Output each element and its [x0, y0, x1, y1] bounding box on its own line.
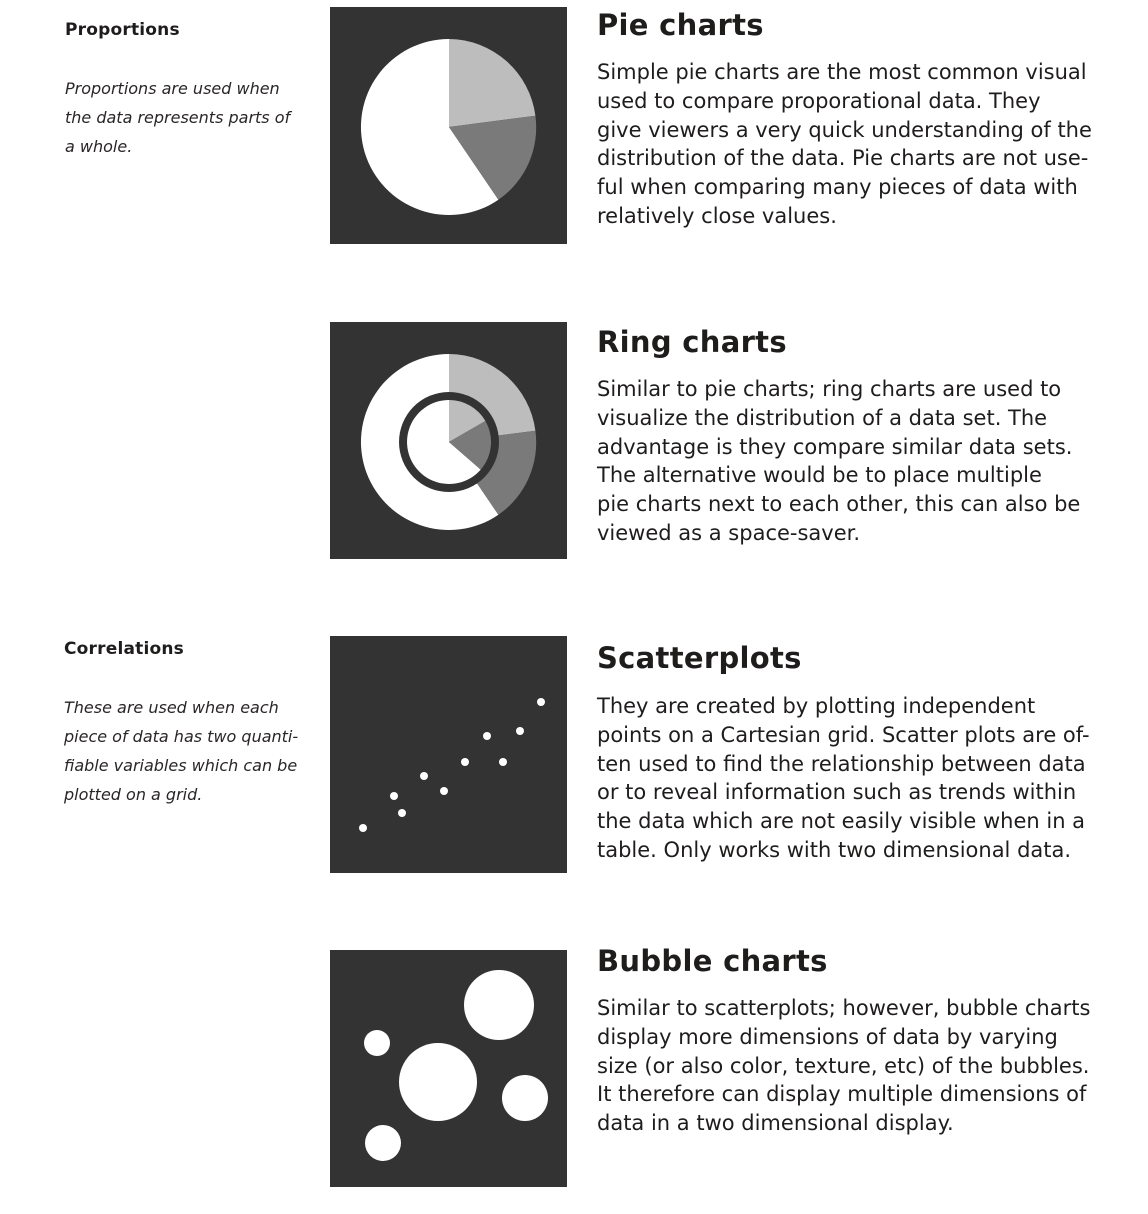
pie-chart-illustration	[330, 7, 567, 244]
pie-slice-light-gray	[449, 39, 535, 127]
body-line: the data which are not easily visible when in a	[597, 809, 1086, 834]
body-line: viewed as a space-saver.	[597, 520, 861, 545]
ring-charts-title: Ring charts	[597, 325, 787, 359]
scatter-point	[440, 787, 448, 795]
scatter-point	[516, 727, 524, 735]
description-line: Proportions are used when	[65, 79, 280, 98]
scatter-point	[483, 732, 491, 740]
bubble	[502, 1075, 548, 1121]
scatter-point	[420, 772, 428, 780]
body-line: The alternative would be to place multiple	[597, 463, 1042, 488]
pie-charts-title: Pie charts	[597, 8, 764, 42]
description-line: These are used when each	[64, 698, 279, 717]
body-line: pie charts next to each other, this can also be	[597, 492, 1081, 517]
scatterplots-title: Scatterplots	[597, 641, 802, 675]
bubble-charts-description	[597, 994, 1117, 1138]
pie-chart-graphic	[330, 7, 567, 244]
description-line: the data represents parts of	[65, 108, 291, 127]
bubble	[464, 970, 534, 1040]
bubble	[365, 1125, 401, 1161]
section-description-correlations	[64, 693, 298, 809]
scatter-point	[537, 698, 545, 706]
scatterplot-illustration	[330, 636, 567, 873]
ring-charts-description	[597, 375, 1117, 548]
body-line: used to compare proporational data. They	[597, 88, 1041, 113]
body-line: advantage is they compare similar data sets.	[597, 434, 1073, 459]
scatter-point	[390, 792, 398, 800]
scatterplot-graphic	[330, 636, 567, 873]
body-line: give viewers a very quick understanding of the	[597, 117, 1092, 142]
body-line: table. Only works with two dimensional data.	[597, 837, 1072, 862]
bubble	[364, 1030, 390, 1056]
body-line: Simple pie charts are the most common visual	[597, 60, 1087, 84]
section-heading-proportions: Proportions	[65, 20, 180, 40]
description-line: a whole.	[65, 137, 133, 156]
section-description-proportions	[65, 74, 290, 161]
ring-chart-illustration	[330, 322, 567, 559]
body-line: It therefore can display multiple dimensions of	[597, 1082, 1087, 1107]
body-line: Similar to scatterplots; however, bubble charts	[597, 996, 1091, 1020]
ring-chart-graphic	[330, 322, 567, 559]
body-line: display more dimensions of data by varying	[597, 1024, 1058, 1049]
body-line: points on a Cartesian grid. Scatter plots are of-	[597, 722, 1090, 747]
bubble-chart-illustration	[330, 950, 567, 1187]
body-line: ful when comparing many pieces of data with	[597, 175, 1078, 200]
body-line: Similar to pie charts; ring charts are used to	[597, 377, 1062, 401]
bubble	[399, 1043, 477, 1121]
bubble-chart-graphic	[330, 950, 567, 1187]
body-line: They are created by plotting independent	[597, 694, 1036, 718]
body-line: size (or also color, texture, etc) of the bubbles.	[597, 1053, 1090, 1078]
scatter-point	[461, 758, 469, 766]
description-line: fiable variables which can be	[64, 756, 298, 775]
section-heading-correlations: Correlations	[64, 639, 185, 659]
body-line: or to reveal information such as trends within	[597, 780, 1077, 805]
description-line: piece of data has two quanti-	[64, 727, 299, 746]
scatter-point	[499, 758, 507, 766]
scatter-point	[359, 824, 367, 832]
body-line: relatively close values.	[597, 203, 837, 228]
description-line: plotted on a grid.	[64, 785, 203, 804]
body-line: visualize the distribution of a data set. The	[597, 405, 1048, 430]
scatter-point	[398, 809, 406, 817]
bubble-charts-title: Bubble charts	[597, 944, 828, 978]
body-line: distribution of the data. Pie charts are not use-	[597, 146, 1089, 171]
body-line: data in a two dimensional display.	[597, 1111, 954, 1136]
pie-charts-description	[597, 58, 1117, 231]
body-line: ten used to find the relationship between data	[597, 751, 1086, 776]
scatterplots-description	[597, 692, 1117, 865]
